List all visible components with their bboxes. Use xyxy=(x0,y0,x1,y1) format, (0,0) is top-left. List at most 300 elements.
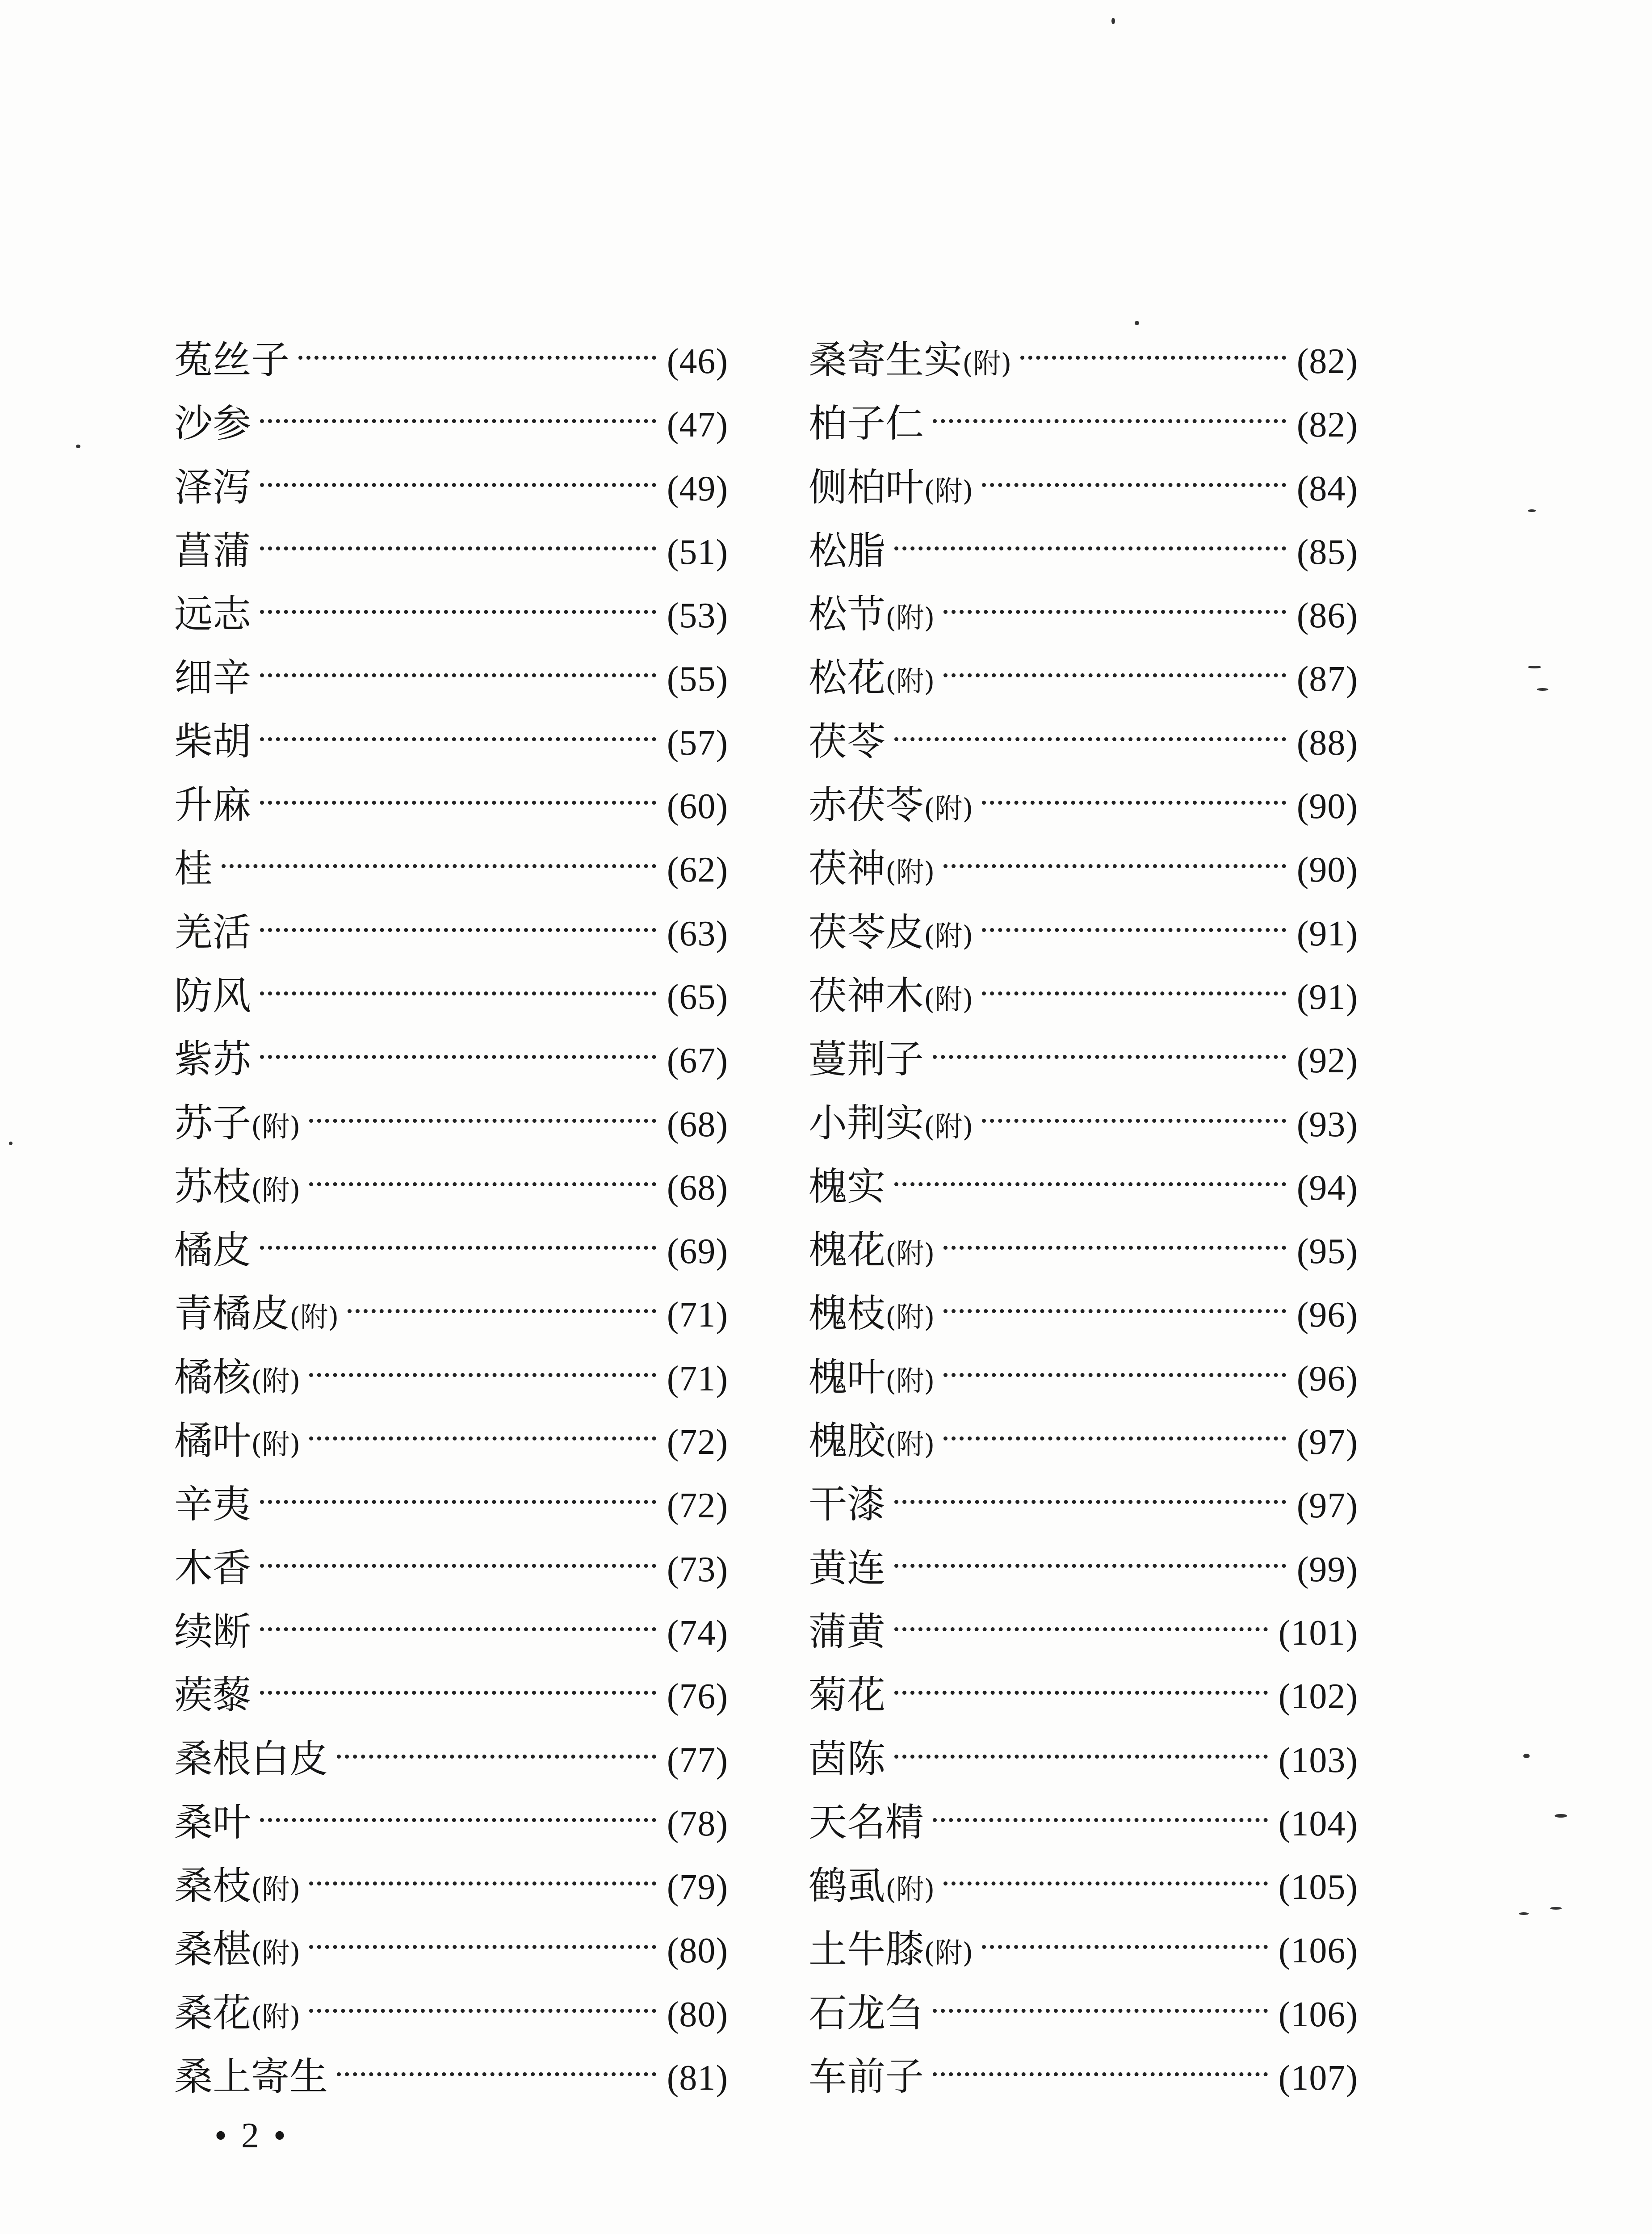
toc-entry-name: 槐枝 xyxy=(809,1291,885,1336)
toc-entry xyxy=(174,1918,728,1981)
scan-speck xyxy=(1537,688,1548,691)
toc-entry xyxy=(174,1409,728,1473)
toc-entry-name: 天名精 xyxy=(809,1800,924,1845)
toc-entry-note: (附) xyxy=(924,919,973,952)
toc-entry xyxy=(809,964,1358,1028)
toc-entry xyxy=(809,1918,1358,1981)
toc-entry-title xyxy=(174,1028,251,1091)
dot-leader xyxy=(337,1755,656,1759)
toc-entry-title xyxy=(174,519,251,583)
toc-entry-name: 防风 xyxy=(174,973,251,1018)
dot-leader xyxy=(260,1055,656,1059)
toc-entry-note: (附) xyxy=(924,1936,973,1969)
toc-entry-name: 槐花 xyxy=(809,1228,885,1273)
dot-leader xyxy=(943,1373,1286,1377)
toc-entry-name: 菖蒲 xyxy=(174,528,251,573)
toc-entry-page: (82) xyxy=(1296,405,1358,445)
dot-leader xyxy=(260,673,656,677)
toc-entry-page: (46) xyxy=(667,342,728,381)
toc-entry-page: (85) xyxy=(1296,532,1358,572)
toc-entry-name: 蒲黄 xyxy=(809,1609,885,1654)
toc-entry-note: (附) xyxy=(251,2000,301,2033)
toc-entry-page: (106) xyxy=(1278,1995,1358,2034)
toc-entry-title xyxy=(809,1218,935,1285)
toc-entry-note: (附) xyxy=(251,1428,301,1461)
toc-entry xyxy=(174,1791,728,1854)
toc-entry-page: (62) xyxy=(667,850,728,890)
toc-entry xyxy=(809,1473,1358,1536)
toc-entry-title xyxy=(174,646,251,710)
toc-entry-note: (附) xyxy=(924,792,973,825)
toc-entry xyxy=(174,901,728,964)
dot-leader xyxy=(943,864,1286,868)
toc-entry-title xyxy=(174,901,251,964)
toc-entry-name: 远志 xyxy=(174,592,251,637)
dot-leader xyxy=(348,1309,656,1313)
dot-leader xyxy=(894,1755,1268,1759)
toc-entry xyxy=(809,519,1358,583)
toc-entry-page: (91) xyxy=(1296,977,1358,1017)
dot-leader xyxy=(309,1436,656,1440)
dot-leader xyxy=(894,1564,1286,1568)
toc-entry xyxy=(174,392,728,455)
toc-entry-title xyxy=(809,710,885,773)
dot-leader xyxy=(894,737,1286,741)
scan-speck xyxy=(1528,509,1536,512)
scan-speck xyxy=(1135,321,1139,325)
toc-entry xyxy=(809,1092,1358,1155)
toc-entry-title xyxy=(174,1791,251,1854)
toc-entry-title xyxy=(809,1155,885,1218)
toc-entry-title xyxy=(809,456,973,523)
toc-entry xyxy=(809,901,1358,964)
toc-entry xyxy=(174,456,728,519)
toc-entry xyxy=(174,1282,728,1345)
toc-entry-page: (102) xyxy=(1278,1677,1358,1717)
toc-entry-title xyxy=(174,2045,328,2108)
toc-entry xyxy=(174,646,728,710)
toc-entry-name: 石龙刍 xyxy=(809,1990,924,2036)
toc-entry xyxy=(809,1854,1358,1918)
toc-entry-name: 鹤虱 xyxy=(809,1864,885,1909)
toc-entry-page: (97) xyxy=(1296,1486,1358,1526)
toc-entry xyxy=(809,456,1358,519)
toc-entry-title xyxy=(174,1982,300,2049)
toc-entry-title xyxy=(809,1600,885,1663)
toc-entry-name: 松节 xyxy=(809,592,885,637)
toc-entry-title xyxy=(174,710,251,773)
dot-leader xyxy=(260,546,656,550)
toc-entry-title xyxy=(809,1473,885,1536)
toc-entry-page: (101) xyxy=(1278,1613,1358,1653)
toc-entry xyxy=(174,1155,728,1218)
toc-entry-page: (90) xyxy=(1296,850,1358,890)
dot-leader xyxy=(309,1881,656,1885)
toc-entry-title xyxy=(809,392,924,455)
toc-entry-page: (80) xyxy=(667,1931,728,1971)
toc-entry-page: (47) xyxy=(667,405,728,445)
dot-leader xyxy=(982,1945,1267,1949)
dot-leader xyxy=(309,1373,656,1377)
toc-entry-title xyxy=(809,1346,935,1413)
toc-entry-note: (附) xyxy=(885,1301,935,1334)
dot-leader xyxy=(298,356,656,360)
dot-leader xyxy=(309,1119,656,1123)
toc-entry-title xyxy=(174,1155,300,1222)
toc-entry-note: (附) xyxy=(924,1110,973,1143)
toc-entry-name: 茯神木 xyxy=(809,973,924,1018)
toc-entry-title xyxy=(809,646,935,713)
toc-entry-page: (49) xyxy=(667,469,728,508)
toc-entry-name: 橘叶 xyxy=(174,1419,251,1464)
toc-entry-page: (104) xyxy=(1278,1804,1358,1843)
dot-leader xyxy=(943,1309,1286,1313)
toc-entry-title xyxy=(174,456,251,519)
toc-entry-title xyxy=(809,583,935,650)
toc-entry-name: 沙参 xyxy=(174,401,251,446)
toc-entry-page: (78) xyxy=(667,1804,728,1843)
toc-entry-name: 蔓荆子 xyxy=(809,1037,924,1082)
toc-entry-page: (92) xyxy=(1296,1041,1358,1081)
toc-entry-page: (97) xyxy=(1296,1423,1358,1462)
toc-entry-name: 茯苓 xyxy=(809,719,885,764)
toc-entry-name: 菊花 xyxy=(809,1673,885,1718)
toc-entry-title xyxy=(809,1791,924,1854)
dot-leader xyxy=(933,1055,1286,1059)
toc-entry-page: (86) xyxy=(1296,596,1358,636)
dot-leader xyxy=(260,483,656,487)
toc-entry-page: (68) xyxy=(667,1104,728,1144)
dot-leader xyxy=(933,1818,1268,1822)
toc-entry-page: (82) xyxy=(1296,342,1358,381)
toc-entry xyxy=(809,1537,1358,1600)
toc-entry-title xyxy=(809,519,885,583)
toc-entry-title xyxy=(809,901,973,968)
dot-leader xyxy=(943,1436,1286,1440)
toc-entry-name: 茯苓皮 xyxy=(809,910,924,955)
toc-entry xyxy=(809,1282,1358,1345)
toc-entry-page: (55) xyxy=(667,659,728,699)
toc-entry-name: 松脂 xyxy=(809,528,885,573)
toc-entry-note: (附) xyxy=(251,1110,301,1143)
scan-speck xyxy=(1111,18,1115,24)
toc-column-right xyxy=(809,328,1358,2108)
toc-entry-name: 桑枝 xyxy=(174,1864,251,1909)
toc-entry-note: (附) xyxy=(251,1173,301,1206)
toc-entry xyxy=(809,1982,1358,2045)
toc-entry-page: (91) xyxy=(1296,914,1358,953)
toc-entry xyxy=(174,1663,728,1727)
dot-leader xyxy=(943,1246,1286,1250)
dot-leader xyxy=(260,1564,656,1568)
toc-entry-page: (84) xyxy=(1296,469,1358,508)
toc-entry-name: 羌活 xyxy=(174,910,251,955)
toc-entry-page: (90) xyxy=(1296,787,1358,827)
toc-entry-name: 细辛 xyxy=(174,655,251,701)
toc-entry-name: 柏子仁 xyxy=(809,401,924,446)
toc-entry-page: (68) xyxy=(667,1168,728,1208)
toc-entry xyxy=(809,583,1358,646)
toc-entry-page: (72) xyxy=(667,1423,728,1462)
dot-leader xyxy=(260,1627,656,1631)
toc-entry-name: 桑寄生实 xyxy=(809,338,962,382)
toc-entry-title xyxy=(809,1028,924,1091)
toc-entry xyxy=(174,1346,728,1409)
toc-entry-title xyxy=(174,392,251,455)
toc-entry xyxy=(174,1727,728,1791)
toc-entry xyxy=(809,837,1358,900)
dot-leader xyxy=(982,928,1286,932)
toc-entry-title xyxy=(174,1092,300,1159)
toc-entry-page: (67) xyxy=(667,1041,728,1081)
toc-entry-name: 橘皮 xyxy=(174,1228,251,1273)
toc-entry xyxy=(174,964,728,1028)
dot-leader xyxy=(933,419,1286,423)
toc-entry-page: (94) xyxy=(1296,1168,1358,1208)
toc-entry-title xyxy=(809,964,973,1031)
toc-entry-page: (96) xyxy=(1296,1359,1358,1398)
toc-entry-note: (附) xyxy=(251,1873,301,1906)
toc-entry xyxy=(809,1155,1358,1218)
scan-speck xyxy=(1528,666,1541,668)
toc-entry-name: 泽泻 xyxy=(174,465,251,510)
toc-entry-name: 侧柏叶 xyxy=(809,465,924,510)
toc-entry-name: 桑椹 xyxy=(174,1927,251,1972)
dot-leader xyxy=(260,1500,656,1504)
toc-entry-title xyxy=(809,1854,935,1921)
toc-entry-title xyxy=(174,1537,251,1600)
dot-leader xyxy=(982,801,1286,805)
dot-leader xyxy=(894,1691,1268,1695)
toc-entry xyxy=(174,837,728,900)
dot-leader xyxy=(894,546,1286,550)
toc-entry-title xyxy=(809,1727,885,1791)
toc-entry-name: 桑根白皮 xyxy=(174,1736,328,1781)
toc-entry-name: 赤茯苓 xyxy=(809,783,924,828)
toc-entry-name: 车前子 xyxy=(809,2054,924,2100)
toc-entry-name: 橘核 xyxy=(174,1355,251,1400)
toc-entry-page: (93) xyxy=(1296,1104,1358,1144)
toc-entry-page: (80) xyxy=(667,1995,728,2034)
toc-entry-page: (71) xyxy=(667,1359,728,1398)
dot-leader xyxy=(222,864,656,868)
toc-entry-page: (87) xyxy=(1296,659,1358,699)
toc-entry-note: (附) xyxy=(885,665,935,698)
toc-entry-title xyxy=(174,328,289,392)
toc-entry-title xyxy=(174,1473,251,1536)
toc-entry-name: 菟丝子 xyxy=(174,338,289,382)
toc-entry-title xyxy=(809,837,935,904)
toc-entry-page: (96) xyxy=(1296,1295,1358,1335)
toc-entry-name: 桑花 xyxy=(174,1990,251,2036)
toc-entry xyxy=(174,328,728,392)
toc-entry xyxy=(174,1473,728,1536)
toc-entry-title xyxy=(174,964,251,1028)
toc-entry-title xyxy=(174,1282,339,1349)
dot-leader xyxy=(309,2009,656,2013)
toc-entry xyxy=(809,1791,1358,1854)
scan-speck xyxy=(1523,1754,1530,1758)
toc-entry-page: (73) xyxy=(667,1550,728,1589)
toc-entry xyxy=(174,1537,728,1600)
dot-leader xyxy=(943,1881,1267,1885)
toc-entry xyxy=(174,1982,728,2045)
toc-entry-title xyxy=(809,1982,924,2045)
toc-entry-note: (附) xyxy=(251,1364,301,1397)
dot-leader xyxy=(894,1500,1286,1504)
toc-entry-note: (附) xyxy=(885,1873,935,1906)
toc-entry-page: (107) xyxy=(1278,2058,1358,2098)
toc-entry-title xyxy=(809,1282,935,1349)
toc-entry-page: (81) xyxy=(667,2058,728,2098)
toc-entry-page: (72) xyxy=(667,1486,728,1526)
toc-entry xyxy=(174,2045,728,2108)
toc-entry-name: 升麻 xyxy=(174,783,251,828)
toc-entry-name: 紫苏 xyxy=(174,1037,251,1082)
toc-entry-title xyxy=(809,1663,885,1727)
toc-entry-page: (57) xyxy=(667,723,728,763)
dot-leader xyxy=(260,610,656,614)
toc-entry-title xyxy=(174,1346,300,1413)
dot-leader xyxy=(894,1627,1268,1631)
toc-entry-title xyxy=(174,1600,251,1663)
scan-speck xyxy=(1555,1814,1567,1818)
toc-entry xyxy=(809,646,1358,710)
toc-entry-page: (88) xyxy=(1296,723,1358,763)
toc-entry-page: (69) xyxy=(667,1232,728,1272)
toc-entry-title xyxy=(174,583,251,646)
toc-entry-name: 桂 xyxy=(174,846,213,891)
toc-entry-page: (53) xyxy=(667,596,728,636)
dot-leader xyxy=(337,2072,656,2076)
toc-entry xyxy=(174,519,728,583)
toc-entry-page: (51) xyxy=(667,532,728,572)
toc-entry-title xyxy=(809,328,1011,395)
toc-entry-title xyxy=(174,1918,300,1985)
toc-entry xyxy=(174,1092,728,1155)
toc-entry xyxy=(809,1218,1358,1282)
toc-entry xyxy=(174,1218,728,1282)
dot-leader xyxy=(982,991,1286,995)
toc-entry-page: (95) xyxy=(1296,1232,1358,1272)
toc-entry-title xyxy=(174,773,251,837)
toc-entry-page: (65) xyxy=(667,977,728,1017)
toc-entry-title xyxy=(809,2045,924,2108)
dot-leader xyxy=(933,2009,1268,2013)
toc-entry-title xyxy=(174,1663,251,1727)
toc-entry-name: 茯神 xyxy=(809,846,885,891)
toc-entry-page: (60) xyxy=(667,787,728,827)
toc-entry-page: (99) xyxy=(1296,1550,1358,1589)
toc-entry xyxy=(809,392,1358,455)
scan-speck xyxy=(76,445,80,448)
toc-entry xyxy=(174,710,728,773)
toc-entry xyxy=(809,1028,1358,1091)
toc-entry-page: (105) xyxy=(1278,1868,1358,1907)
toc-entry-name: 木香 xyxy=(174,1545,251,1591)
toc-entry-note: (附) xyxy=(924,983,973,1016)
toc-entry-name: 小荆实 xyxy=(809,1100,924,1146)
toc-entry-title xyxy=(809,1092,973,1159)
toc-entry xyxy=(809,1346,1358,1409)
toc-entry-title xyxy=(809,1918,973,1985)
toc-entry-page: (76) xyxy=(667,1677,728,1717)
toc-entry-page: (106) xyxy=(1278,1931,1358,1971)
dot-leader xyxy=(260,1691,656,1695)
toc-entry-note: (附) xyxy=(962,347,1012,380)
toc-entry-note: (附) xyxy=(885,1364,935,1397)
toc-entry-name: 青橘皮 xyxy=(174,1291,289,1336)
toc-entry-name: 续断 xyxy=(174,1609,251,1654)
dot-leader xyxy=(260,419,656,423)
toc-entry-name: 土牛膝 xyxy=(809,1927,924,1972)
dot-leader xyxy=(260,991,656,995)
toc-entry-title xyxy=(174,1854,300,1921)
toc-entry-note: (附) xyxy=(885,856,935,889)
toc-entry-note: (附) xyxy=(251,1936,301,1969)
toc-entry-note: (附) xyxy=(289,1301,339,1334)
dot-leader xyxy=(943,610,1286,614)
toc-entry-page: (63) xyxy=(667,914,728,953)
toc-entry-name: 苏子 xyxy=(174,1100,251,1146)
dot-leader xyxy=(260,801,656,805)
toc-entry-title xyxy=(809,1409,935,1476)
toc-entry-name: 桑叶 xyxy=(174,1800,251,1845)
toc-entry-page: (71) xyxy=(667,1295,728,1335)
dot-leader xyxy=(260,1246,656,1250)
toc-entry-name: 槐胶 xyxy=(809,1419,885,1464)
toc-entry-page: (79) xyxy=(667,1868,728,1907)
dot-leader xyxy=(894,1182,1286,1186)
dot-leader xyxy=(309,1945,656,1949)
toc-entry-name: 松花 xyxy=(809,655,885,701)
toc-entry-name: 黄连 xyxy=(809,1545,885,1591)
toc-entry xyxy=(809,710,1358,773)
toc-entry-title xyxy=(174,837,213,900)
toc-entry-note: (附) xyxy=(885,601,935,634)
toc-entry-title xyxy=(809,1537,885,1600)
dot-leader xyxy=(943,673,1286,677)
toc-entry-title xyxy=(174,1218,251,1282)
toc-entry xyxy=(809,773,1358,837)
toc-entry-name: 柴胡 xyxy=(174,719,251,764)
toc-entry xyxy=(809,1600,1358,1663)
dot-leader xyxy=(1020,356,1286,360)
dot-leader xyxy=(309,1182,656,1186)
toc-entry xyxy=(809,1663,1358,1727)
toc-entry-name: 苏枝 xyxy=(174,1164,251,1209)
toc-entry xyxy=(174,1854,728,1918)
toc-entry-name: 槐叶 xyxy=(809,1355,885,1400)
toc-entry-name: 槐实 xyxy=(809,1164,885,1209)
scan-speck xyxy=(1519,1912,1529,1915)
toc-entry-note: (附) xyxy=(885,1237,935,1270)
toc-entry-page: (103) xyxy=(1278,1740,1358,1780)
toc-entry-note: (附) xyxy=(885,1428,935,1461)
toc-entry-name: 辛夷 xyxy=(174,1482,251,1527)
toc-entry xyxy=(174,1600,728,1663)
toc-entry-page: (77) xyxy=(667,1740,728,1780)
scan-speck xyxy=(9,1142,13,1145)
toc-entry xyxy=(809,328,1358,392)
toc-entry-page: (74) xyxy=(667,1613,728,1653)
toc-entry xyxy=(174,1028,728,1091)
toc-entry-title xyxy=(174,1727,328,1791)
scan-speck xyxy=(1550,1907,1562,1910)
toc-entry-name: 茵陈 xyxy=(809,1736,885,1781)
toc-column-left xyxy=(174,328,728,2108)
toc-entry-title xyxy=(174,1409,300,1476)
